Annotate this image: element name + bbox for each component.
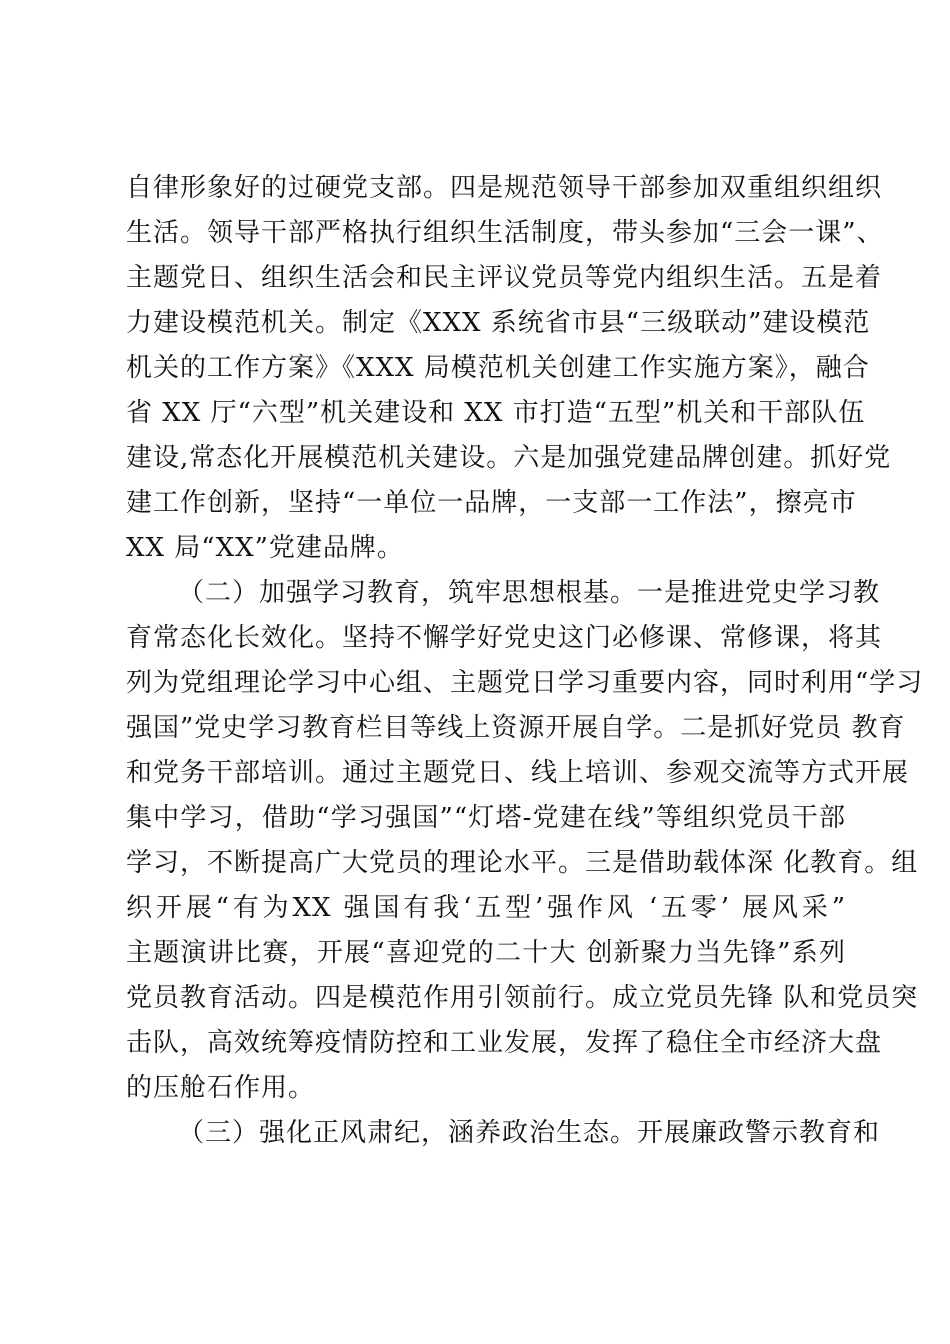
text-line: 生活。领导干部严格执行组织生活制度，带头参加“三会一课”、 (126, 218, 884, 248)
text-line: 力建设模范机关。制定《XXX 系统省市县“三级联动”建设模范 (126, 308, 871, 338)
section-heading-line: （三）强化正风肃纪，涵养政治生态。开展廉政警示教育和 (178, 1118, 881, 1148)
text-line: 省 XX 厅“六型”机关建设和 XX 市打造“五型”机关和干部队伍 (126, 398, 866, 428)
text-line: 主题党日、组织生活会和民主评议党员等党内组织生活。五是着 (126, 263, 883, 293)
text-line: 机关的工作方案》《XXX 局模范机关创建工作实施方案》，融合 (126, 353, 870, 383)
text-line: 击队，高效统筹疫情防控和工业发展，发挥了稳住全市经济大盘 (126, 1028, 883, 1058)
text-line: 党员教育活动。四是模范作用引领前行。成立党员先锋 队和党员突 (126, 983, 919, 1013)
text-line: 学习，不断提高广大党员的理论水平。三是借助载体深 化教育。组 (126, 848, 919, 878)
text-line: 建工作创新，坚持“一单位一品牌，一支部一工作法”，擦亮市 (126, 488, 857, 518)
text-line: 主题演讲比赛，开展“喜迎党的二十大 创新聚力当先锋”系列 (126, 938, 846, 968)
text-line: 强国”党史学习教育栏目等线上资源开展自学。二是抓好党员 教育 (126, 713, 906, 743)
text-line: 育常态化长效化。坚持不懈学好党史这门必修课、常修课，将其 (126, 623, 883, 653)
text-line: 自律形象好的过硬党支部。四是规范领导干部参加双重组织组织 (126, 173, 883, 203)
text-line: 织开展“有为XX 强国有我‘五型’强作风 ‘五零’ 展风采” (126, 893, 846, 923)
text-line: 的压舱石作用。 (126, 1073, 316, 1103)
text-line: 列为党组理论学习中心组、主题党日学习重要内容，同时利用“学习 (126, 668, 924, 698)
body-text (126, 166, 924, 1156)
text-line: XX 局“XX”党建品牌。 (126, 533, 404, 563)
section-heading-line: （二）加强学习教育，筑牢思想根基。一是推进党史学习教 (178, 578, 881, 608)
text-line: 集中学习，借助“学习强国”“灯塔-党建在线”等组织党员干部 (126, 803, 846, 833)
text-line: 建设,常态化开展模范机关建设。六是加强党建品牌创建。抓好党 (126, 443, 892, 473)
text-line: 和党务干部培训。通过主题党日、线上培训、参观交流等方式开展 (126, 758, 910, 788)
